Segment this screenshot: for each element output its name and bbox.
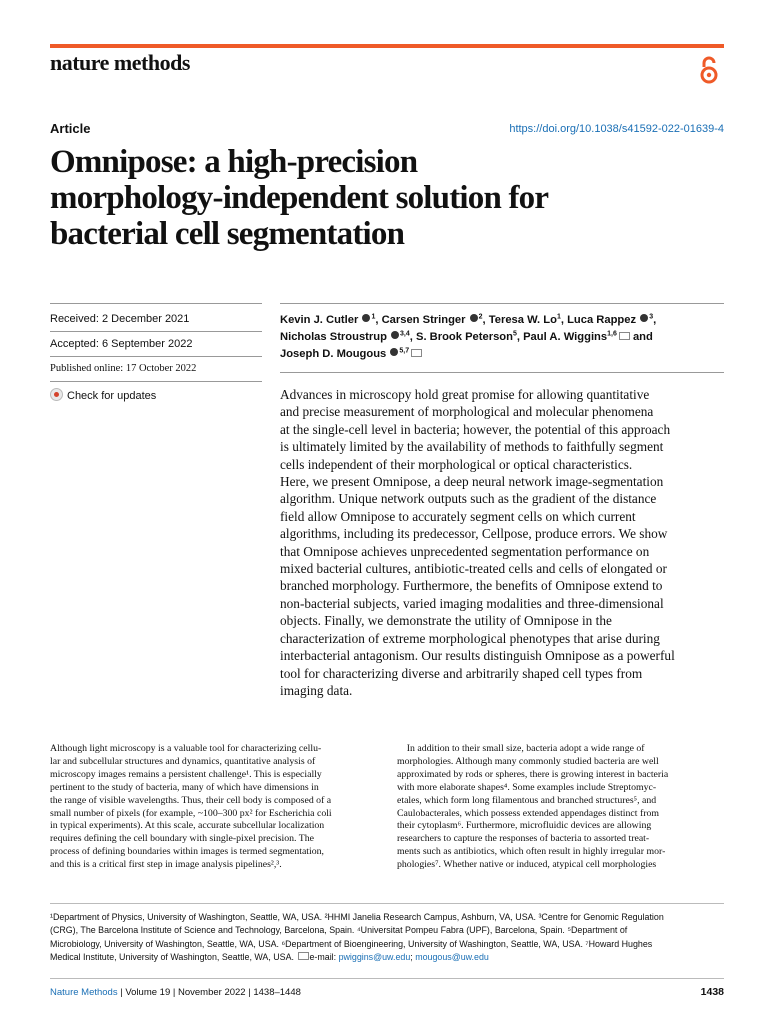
affiliation-line: Microbiology, University of Washington, Seattle, WA, USA. ⁶Department of Bioengineering, University of Washington, Seattle, WA, USA. ⁷Howard Hughes <box>50 938 653 949</box>
abstract-line: cells independent of their morphological or optical characteristics. <box>280 456 633 472</box>
published-date: Published online: 17 October 2022 <box>50 363 197 374</box>
header-accent-bar <box>50 44 724 48</box>
authors-divider <box>280 372 724 373</box>
author-name: Carsen Stringer <box>381 314 466 326</box>
abstract-line: branched morphology. Furthermore, the benefits of Omnipose extend to <box>280 578 663 594</box>
check-updates-icon <box>50 388 63 401</box>
author-line: Joseph D. Mougous $^{5,7}$ <box>280 346 730 363</box>
abstract-line: algorithm. Unique network outputs such as the gradient of the distance <box>280 491 657 507</box>
author-name: S. Brook Peterson <box>415 331 513 343</box>
body-text-line: Caulobacterales, which possess extended appendages distinct from <box>397 807 659 819</box>
body-text-line: microscopy images remains a persistent challenge¹. This is especially <box>50 768 322 780</box>
affiliation-line: Medical Institute, University of Washington, Seattle, WA, USA. e-mail: pwiggins@uw.edu; mougous@uw.edu <box>50 951 489 962</box>
author-list <box>280 312 730 363</box>
title-line: morphology-independent solution for <box>50 180 549 216</box>
mail-icon[interactable] <box>411 349 422 357</box>
abstract-line: and precise measurement of morphological and molecular phenomena <box>280 404 654 420</box>
body-text-line: researchers to capture the responses of bacteria to assorted treat- <box>397 833 650 845</box>
abstract-line: non-bacterial subjects, varied imaging modalities and three-dimensional <box>280 595 664 611</box>
received-date: Received: 2 December 2021 <box>50 313 190 325</box>
abstract-line: interbacterial antagonism. Our results distinguish Omnipose as a powerful <box>280 648 675 664</box>
body-text-line: etales, which form long filamentous and branched structures⁵, and <box>397 794 657 806</box>
meta-divider <box>50 356 262 357</box>
accepted-date: Accepted: 6 September 2022 <box>50 338 193 350</box>
author-name: Paul A. Wiggins <box>523 331 608 343</box>
email-link[interactable]: mougous@uw.edu <box>415 951 489 962</box>
abstract-line: field allow Omnipose to accurately segment cells on which current <box>280 508 636 524</box>
body-text-line: morphologies. Although many commonly studied bacteria are well <box>397 755 659 767</box>
meta-divider <box>50 381 262 382</box>
body-text-line: small number of pixels (for example, ~100–300 px² for Escherichia coli <box>50 807 332 819</box>
author-line: Kevin J. Cutler $^1$, Carsen Stringer $^2$, Teresa W. Lo$^1$, Luca Rappez $^3$, <box>280 313 657 326</box>
abstract-line: characterization of extreme morphological phenotypes that arise during <box>280 630 660 646</box>
body-text-line: process of defining boundaries within images is termed segmentation, <box>50 846 324 858</box>
title-line: bacterial cell segmentation <box>50 216 405 252</box>
author-name: Teresa W. Lo <box>488 314 557 326</box>
page-number: 1438 <box>700 986 724 998</box>
abstract-line: objects. Finally, we demonstrate the utility of Omnipose in the <box>280 613 612 629</box>
abstract-line: tool for characterizing diverse and arbitrarily shaped cell types from <box>280 665 643 681</box>
footer-date: November 2022 <box>178 987 246 998</box>
footer-journal[interactable]: Nature Methods <box>50 987 118 998</box>
orcid-icon[interactable] <box>362 314 370 322</box>
orcid-icon[interactable] <box>390 348 398 356</box>
footer-volume: Volume 19 <box>125 987 171 998</box>
affiliation-line: (CRG), The Barcelona Institute of Science and Technology, Barcelona, Spain. ⁴Universitat Pompeu Fabra (UPF), Barcelona, Spain. ⁵Department of <box>50 925 628 936</box>
meta-divider <box>50 303 262 304</box>
author-name: Luca Rappez <box>567 314 637 326</box>
abstract-line: that Omnipose achieves unprecedented segmentation performance on <box>280 543 650 559</box>
article-title <box>50 144 730 252</box>
affiliations <box>50 911 730 964</box>
body-text-line: with more elaborate shapes⁴. Some examples include Streptomyc- <box>397 781 657 793</box>
journal-name: nature methods <box>50 50 190 75</box>
body-text-line: their cytoplasm⁶. Furthermore, microfluidic devices are allowing <box>397 820 652 832</box>
abstract-line: mixed bacterial cultures, antibiotic-treated cells and cells of elongated or <box>280 561 667 577</box>
abstract-line: is ultimately limited by the availability of methods to faithfully segment <box>280 439 664 455</box>
email-link[interactable]: pwiggins@uw.edu <box>338 951 411 962</box>
abstract-line: at the single-cell level in bacteria; however, the potential of this approach <box>280 421 671 437</box>
body-text-line: Although light microscopy is a valuable tool for characterizing cellu- <box>50 743 322 754</box>
check-updates-button[interactable] <box>50 388 156 402</box>
footer-divider <box>50 978 724 979</box>
affiliations-divider <box>50 903 724 904</box>
article-type-label: Article <box>50 121 91 136</box>
body-text-line: and this is a critical first step in image analysis pipelines²,³. <box>50 859 282 871</box>
body-text-line: In addition to their small size, bacteria adopt a wide range of <box>397 743 645 754</box>
meta-divider <box>50 331 262 332</box>
body-column-right <box>397 743 727 872</box>
body-text-line: approximated by rods or spheres, there is growing interest in bacteria <box>397 768 669 780</box>
abstract-line: imaging data. <box>280 682 353 698</box>
body-column-left <box>50 743 380 872</box>
title-line: Omnipose: a high-precision <box>50 144 418 180</box>
body-text-line: the range of visible wavelengths. Thus, their cell body is composed of a <box>50 794 332 806</box>
mail-icon[interactable] <box>619 332 630 340</box>
footer-citation: Nature Methods | Volume 19 | November 2022 | 1438–1448 <box>50 987 301 998</box>
author-line: Nicholas Stroustrup $^{3,4}$, S. Brook Peterson$^5$, Paul A. Wiggins$^{1,6}$ and <box>280 330 653 343</box>
abstract <box>280 386 725 699</box>
mail-icon <box>298 952 309 960</box>
abstract-line: Advances in microscopy hold great promise for allowing quantitative <box>280 387 650 402</box>
footer-pages: 1438–1448 <box>253 987 301 998</box>
check-updates-label: Check for updates <box>67 390 157 402</box>
authors-divider <box>280 303 724 304</box>
affiliation-line: ¹Department of Physics, University of Washington, Seattle, WA, USA. ²HHMI Janelia Research Campus, Ashburn, VA, USA. ³Centre for Genomic Regulation <box>50 912 664 922</box>
body-text-line: phologies⁷. Whether native or induced, atypical cell morphologies <box>397 859 657 871</box>
orcid-icon[interactable] <box>640 314 648 322</box>
open-access-icon[interactable] <box>698 55 720 85</box>
author-name: Nicholas Stroustrup <box>280 331 387 343</box>
body-text-line: ments such as antibiotics, which often result in highly irregular mor- <box>397 846 666 858</box>
body-text-line: lar and subcellular structures and dynamics, quantitative analysis of <box>50 755 316 767</box>
abstract-line: algorithms, including its predecessor, Cellpose, produce errors. We show <box>280 526 668 542</box>
author-name: Joseph D. Mougous <box>280 348 387 360</box>
author-name: Kevin J. Cutler <box>280 314 359 326</box>
orcid-icon[interactable] <box>391 331 399 339</box>
abstract-line: Here, we present Omnipose, a deep neural network image-segmentation <box>280 474 664 490</box>
body-text-line: in typical experiments). At this scale, accurate subcellular localization <box>50 820 325 832</box>
body-text-line: requires defining the cell boundary with single-pixel precision. The <box>50 833 314 845</box>
orcid-icon[interactable] <box>470 314 478 322</box>
body-text-line: pertinent to the study of bacteria, many of which have dimensions in <box>50 781 319 793</box>
doi-link[interactable]: https://doi.org/10.1038/s41592-022-01639-4 <box>509 123 724 135</box>
